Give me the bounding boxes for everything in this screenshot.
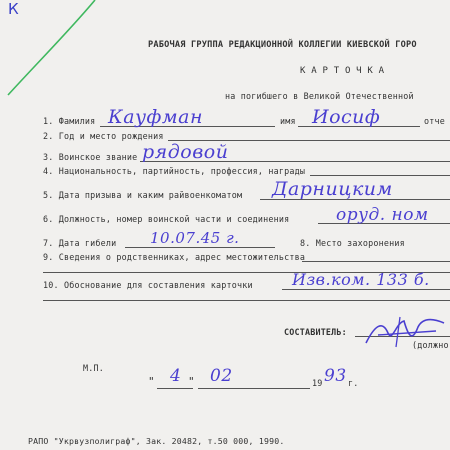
name-value: Иосиф: [312, 106, 381, 128]
seal-place-label: М.П.: [83, 363, 104, 373]
rank-value: рядовой: [142, 141, 229, 163]
year-prefix: 19: [312, 378, 323, 388]
position-note: (должно: [412, 340, 449, 350]
field-death-date-label: 7. Дата гибели: [43, 238, 117, 248]
date-close-quote: ": [188, 375, 195, 388]
year-suffix: 93: [324, 366, 347, 386]
month-line: [198, 388, 310, 389]
nationality-line: [310, 175, 450, 176]
relatives-line: [302, 261, 450, 262]
card-subtitle: на погибшего в Великой Отечественной: [225, 91, 414, 101]
position-value: оруд. ном: [336, 205, 429, 225]
year-unit: г.: [348, 378, 359, 388]
death-date-line: [125, 247, 275, 248]
field-nationality-label: 4. Национальность, партийность, профессия, награды: [43, 166, 306, 176]
field-position-label: 6. Должность, номер воинской части и соединения: [43, 214, 290, 224]
death-date-value: 10.07.45 г.: [150, 229, 240, 247]
field-rank-label: 3. Воинское звание: [43, 152, 138, 162]
surname-value: Кауфман: [108, 106, 204, 128]
date-open-quote: ": [148, 375, 155, 388]
field-name-label: имя: [280, 116, 296, 126]
printer-imprint: РАПО "Укрвузполиграф", Зак. 20482, т.50 000, 1990.: [28, 436, 285, 446]
conscription-value: Дарницким: [272, 178, 393, 200]
field-conscription-label: 5. Дата призыва и каким райвоенкоматом: [43, 190, 243, 200]
field-patronymic-label: отче: [424, 116, 445, 126]
compiler-label: СОСТАВИТЕЛЬ:: [284, 327, 347, 337]
basis-value: Изв.ком. 133 б.: [292, 270, 430, 289]
field-burial-label: 8. Место захоронения: [300, 238, 405, 248]
date-day: 4: [170, 366, 182, 386]
date-month: 02: [210, 366, 233, 386]
day-line: [157, 388, 193, 389]
org-header: РАБОЧАЯ ГРУППА РЕДАКЦИОННОЙ КОЛЛЕГИИ КИЕВСКОЙ ГОРО: [148, 40, 417, 50]
card-title: К А Р Т О Ч К А: [300, 66, 385, 76]
basis-line-2: [43, 300, 450, 301]
basis-line: [282, 289, 450, 290]
field-surname-label: 1. Фамилия: [43, 116, 96, 126]
field-basis-label: 10. Обоснование для составления карточки: [43, 280, 253, 290]
field-birth-label: 2. Год и место рождения: [43, 131, 164, 141]
corner-mark: К: [8, 0, 19, 18]
field-relatives-label: 9. Сведения о родственниках, адрес местожительства: [43, 252, 306, 262]
